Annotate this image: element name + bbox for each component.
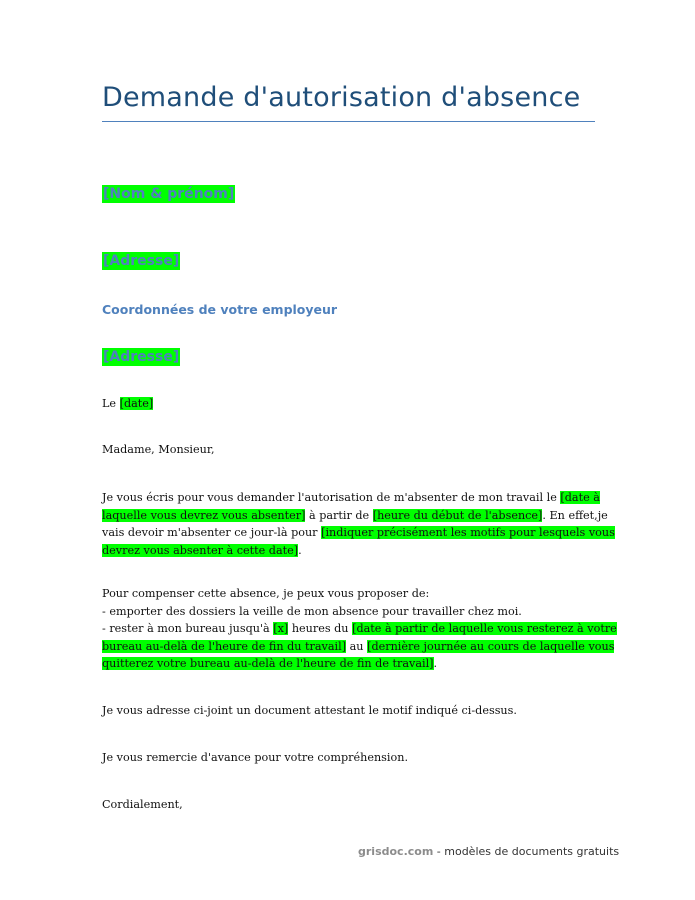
name-field <box>102 186 235 202</box>
paragraph-line <box>102 507 608 525</box>
paragraph-line <box>102 655 595 673</box>
text-run: - rester à mon bureau jusqu'à <box>102 622 274 635</box>
attachment-line: Je vous adresse ci-joint un document attestant le motif indiqué ci-dessus. <box>102 704 517 717</box>
address-placeholder-employer: [Adresse] <box>103 349 180 365</box>
footer-tagline: - modèles de documents gratuits <box>433 845 620 858</box>
placeholder-reasons: [indiquer précisément les motifs pour lesquels vous <box>321 526 615 539</box>
paragraph-line <box>102 620 617 638</box>
date-line <box>102 395 595 413</box>
text-run: à partir de <box>305 508 373 522</box>
placeholder-start-time: [heure du début de l'absence] <box>372 508 543 522</box>
date-placeholder: [date] <box>119 397 154 410</box>
address-placeholder-sender: [Adresse] <box>103 253 180 269</box>
paragraph-compensation <box>102 585 617 673</box>
text-run: Je vous écris pour vous demander l'autorisation de m'absenter de mon travail le <box>102 491 561 504</box>
placeholder-end-date: [dernière journée au cours de laquelle vous <box>367 639 615 653</box>
paragraph-line: - emporter des dossiers la veille de mon absence pour travailler chez moi. <box>102 604 522 618</box>
date-prefix: Le <box>102 397 120 410</box>
text-run: . <box>433 657 438 670</box>
employer-label: Coordonnées de votre employeur <box>102 302 338 317</box>
paragraph-line: Pour compenser cette absence, je peux vous proposer de: <box>102 587 430 600</box>
text-run: au <box>346 639 368 653</box>
placeholder-start-date: [date à partir de laquelle vous resterez à votre <box>352 622 617 635</box>
text-run: heures du <box>288 622 353 635</box>
closing-line: Cordialement, <box>102 798 183 811</box>
placeholder-hours: [x] <box>273 622 289 635</box>
address-field-employer <box>102 349 180 365</box>
paragraph-line <box>102 489 600 507</box>
placeholder-reasons-cont: devrez vous absenter à cette date] <box>102 543 299 557</box>
thanks-line: Je vous remercie d'avance pour votre compréhension. <box>102 751 409 764</box>
salutation: Madame, Monsieur, <box>102 443 215 456</box>
footer <box>358 845 619 858</box>
placeholder-absence-date: [date à <box>560 491 600 504</box>
paragraph-request <box>102 489 615 559</box>
name-placeholder: [Nom & prénom] <box>103 186 235 202</box>
placeholder-end-date-cont: quitterez votre bureau au-delà de l'heure de fin de travail] <box>102 657 434 670</box>
text-run: . En effet,je <box>542 508 608 522</box>
placeholder-start-date-cont: bureau au-delà de l'heure de fin du travail] <box>102 639 347 653</box>
footer-brand-link[interactable]: grisdoc.com <box>358 845 434 858</box>
document-title: Demande d'autorisation d'absence <box>102 82 581 113</box>
placeholder-absence-date-cont: laquelle vous devrez vous absenter] <box>102 508 306 522</box>
paragraph-line <box>102 542 595 560</box>
text-run: . <box>298 543 302 557</box>
address-field-sender <box>102 253 180 269</box>
text-run: vais devoir m'absenter ce jour-là pour <box>102 526 322 539</box>
title-divider <box>102 121 595 122</box>
paragraph-line <box>102 524 615 542</box>
paragraph-line <box>102 638 615 656</box>
